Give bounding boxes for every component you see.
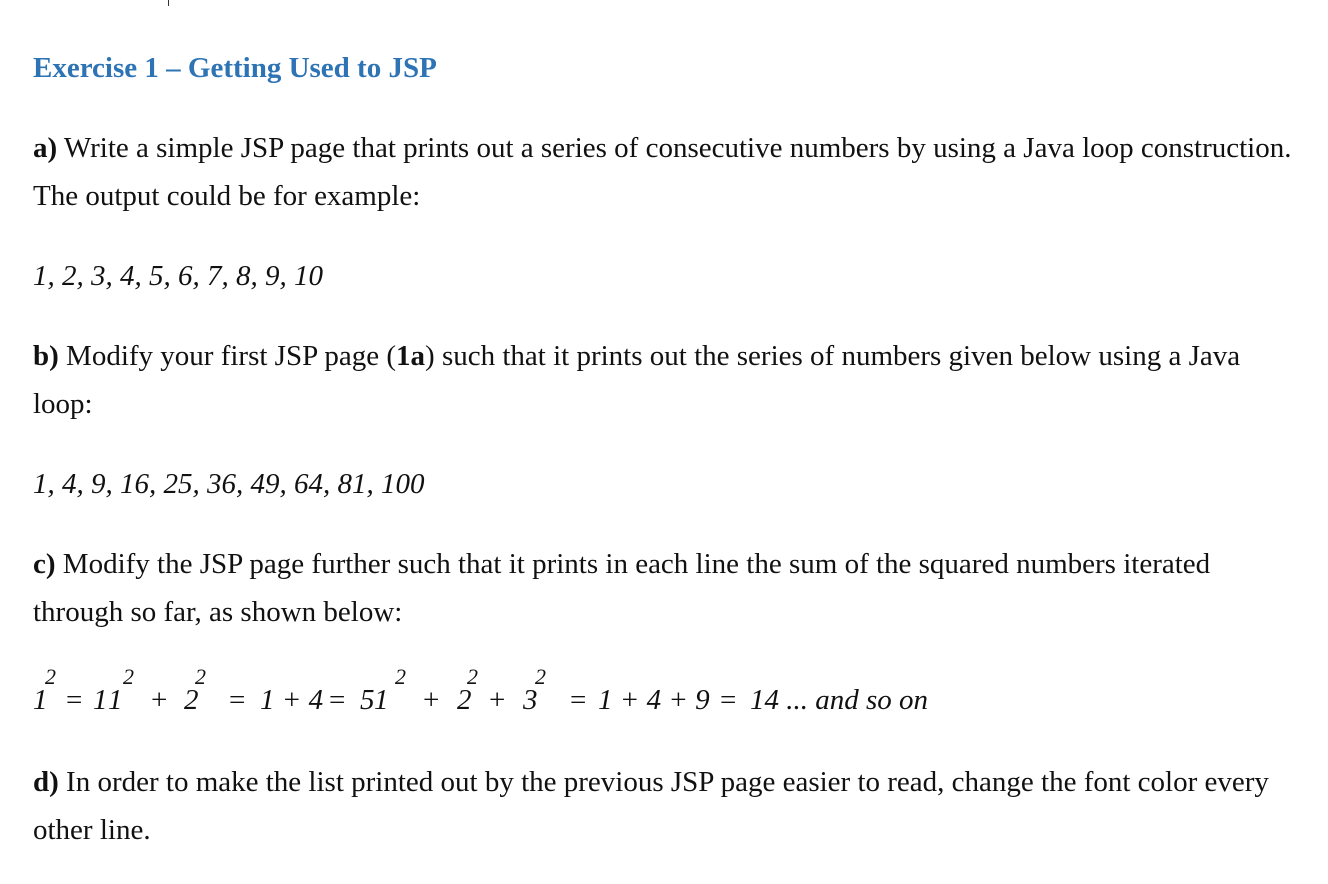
- exercise-b-body-end: ) such that it prints out the series of numbers given below using a Java loop:: [33, 340, 1241, 420]
- exercise-d-label: d): [33, 766, 59, 798]
- exercise-a-series: 1, 2, 3, 4, 5, 6, 7, 8, 9, 10: [33, 260, 323, 292]
- exercise-a-text: [33, 124, 1295, 220]
- eq-term: 1 + 4 + 9: [598, 684, 710, 716]
- eq-operator: +: [151, 684, 168, 716]
- eq-exponent: 2: [195, 664, 206, 689]
- exercise-a-body: Write a simple JSP page that prints out a series of consecutive numbers by using a Java loop construction. The output could be for example:: [33, 132, 1292, 212]
- eq-exponent: 2: [395, 664, 406, 689]
- eq-exponent: 2: [123, 664, 134, 689]
- eq-exponent: 2: [45, 664, 56, 689]
- exercise-c-body: Modify the JSP page further such that it prints in each line the sum of the squared numbers iterated through so far, as shown below:: [33, 548, 1211, 628]
- exercise-b-text: [33, 332, 1295, 428]
- eq-term: 1: [108, 684, 123, 716]
- eq-operator: =: [229, 684, 246, 716]
- eq-term: 3: [523, 684, 538, 716]
- exercise-b-body-start: Modify your first JSP page (: [58, 340, 397, 372]
- eq-operator: +: [423, 684, 440, 716]
- exercise-b-series: 1, 4, 9, 16, 25, 36, 49, 64, 81, 100: [33, 468, 425, 500]
- eq-operator: +: [489, 684, 506, 716]
- exercise-c-text: [33, 540, 1295, 636]
- exercise-d-text: [33, 758, 1295, 854]
- page-edge-mark: [168, 0, 169, 6]
- eq-term: 1 + 4: [260, 684, 324, 716]
- eq-term: 1: [93, 684, 108, 716]
- eq-term: 2: [457, 684, 472, 716]
- eq-term: 2: [184, 684, 199, 716]
- exercise-c-equation: [33, 664, 1233, 724]
- exercise-a-label: a): [33, 132, 58, 164]
- eq-term: 1: [374, 684, 389, 716]
- exercise-b-label: b): [33, 340, 59, 372]
- eq-exponent: 2: [535, 664, 546, 689]
- eq-operator: =: [66, 684, 83, 716]
- exercise-c-label: c): [33, 548, 56, 580]
- eq-term: 5: [360, 684, 375, 716]
- exercise-b-ref: 1a: [396, 340, 426, 372]
- exercise-title: Exercise 1 – Getting Used to JSP: [33, 52, 437, 84]
- eq-exponent: 2: [467, 664, 478, 689]
- eq-operator: =: [720, 684, 737, 716]
- exercise-d-body: In order to make the list printed out by the previous JSP page easier to read, change the font color every other line.: [33, 766, 1269, 846]
- eq-operator: =: [570, 684, 587, 716]
- eq-term: 14 ... and so on: [750, 684, 929, 716]
- eq-operator: =: [329, 684, 346, 716]
- eq-term: 1: [33, 684, 48, 716]
